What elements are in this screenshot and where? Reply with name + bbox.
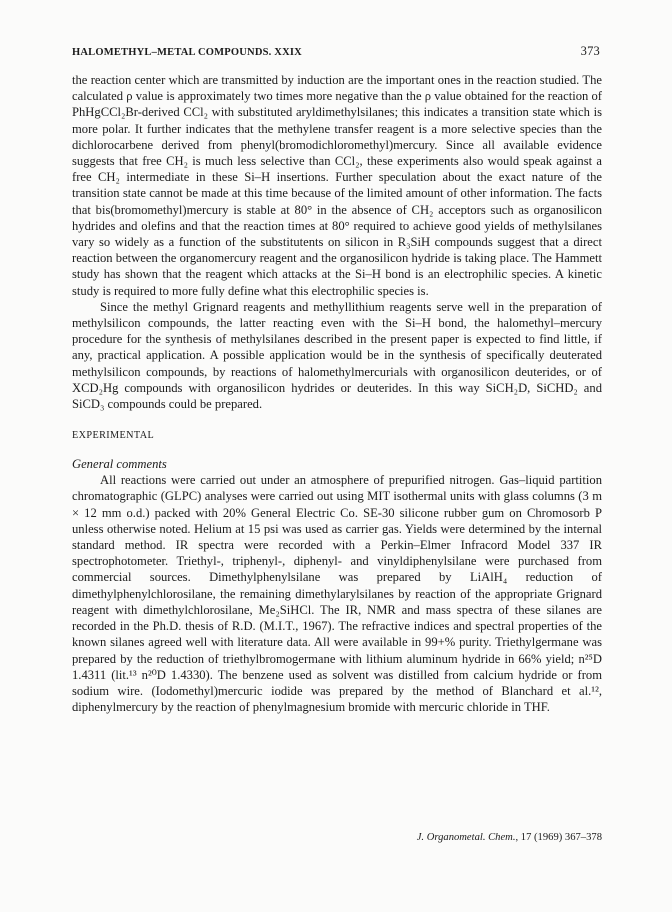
running-header	[72, 44, 600, 59]
section-heading-experimental: EXPERIMENTAL	[72, 430, 155, 442]
subsection-heading-general-comments: General comments	[72, 457, 167, 472]
paragraph-general-comments: All reactions were carried out under an atmosphere of prepurified nitrogen. Gas–liquid partition chromatographic (GLPC) analyses were carried out using MIT isothermal units with glass columns (3 m × 12 mm o.d.) packed with 20% General Electric Co. SE-30 silicone rubber gum on Chromosorb P unless otherwise noted. Helium at 15 psi was used as carrier gas. Yields were determined by the internal standard method. IR spectra were recorded with a Perkin–Elmer Infracord Model 337 IR spectrophotometer. Triethyl-, triphenyl-, diphenyl- and vinyldiphenylsilane were purchased from commercial sources. Dimethylphenylsilane was prepared by LiAlH₄ reduction of dimethylphenylchlorosilane, the remaining dimethylarylsilanes by reaction of the appropriate Grignard reagent with dimethylchlorosilane, Me₂SiHCl. The IR, NMR and mass spectra of these silanes are recorded in the Ph.D. thesis of R.D. (M.I.T., 1967). The refractive indices and spectral properties of the known silanes agreed well with literature data. All were available in 99+% purity. Triethylgermane was prepared by the reduction of triethylbromogermane with lithium aluminum hydride in 66% yield; n²⁵D 1.4311 (lit.¹³ n²⁰D 1.4330). The benzene used as solvent was distilled from calcium hydride or from sodium wire. (Iodomethyl)mercuric iodide was prepared by the method of Blanchard et al.¹², diphenylmercury by the reaction of phenylmagnesium bromide with mercuric chloride in THF.	[72, 473, 602, 715]
article-body	[72, 72, 602, 715]
paragraph-discussion: the reaction center which are transmitted by induction are the important ones in the reaction studied. The calculated ρ value is approximately two times more negative than the ρ value obtained for the reaction of PhHgCCl₂Br-derived CCl₂ with substituted aryldimethylsilanes; this indicates a transition state which is more polar. It further indicates that the methylene transfer reagent is a more selective species than the dichlorocarbene derived from phenyl(bromodichloromethyl)mercury. Since all available evidence suggests that free CH₂ is much less selective than CCl₂, these experiments also would speak against a free CH₂ intermediate in these Si–H insertions. Further speculation about the exact nature of the transition state cannot be made at this time because of the limited amount of other information. The facts that bis(bromomethyl)mercury is stable at 80° in the absence of CH₂ acceptors such as organosilicon hydrides and olefins and that the reaction times at 80° required to achieve good yields of methylsilanes vary so widely as a function of the substitutents on silicon in R₃SiH compounds suggest that a direct reaction between the organomercury reagent and the organosilicon hydride is taking place. The Hammett study has shown that the reagent which attacks at the Si–H bond is an electrophilic species. A kinetic study is required to more fully define what this electrophilic species is.	[72, 73, 602, 298]
paragraph-application: Since the methyl Grignard reagents and methyllithium reagents serve well in the preparation of methylsilicon compounds, the latter reacting even with the Si–H bond, the halomethyl–mercury procedure for the synthesis of methylsilanes described in the present paper is expected to find little, if any, practical application. A possible application would be in the synthesis of specifically deuterated methylsilicon compounds, by reactions of halomethylmercurials with organosilicon deuterides, or of XCD₂Hg compounds with organosilicon hydrides or deuterides. In this way SiCH₂D, SiCHD₂ and SiCD₃ compounds could be prepared.	[72, 299, 602, 412]
journal-citation: , 17 (1969) 367–378	[515, 832, 602, 843]
journal-name: J. Organometal. Chem.	[416, 832, 516, 843]
page-number: 373	[580, 44, 600, 58]
running-title: HALOMETHYL–METAL COMPOUNDS. XXIX	[72, 47, 302, 58]
journal-footer	[417, 832, 602, 843]
